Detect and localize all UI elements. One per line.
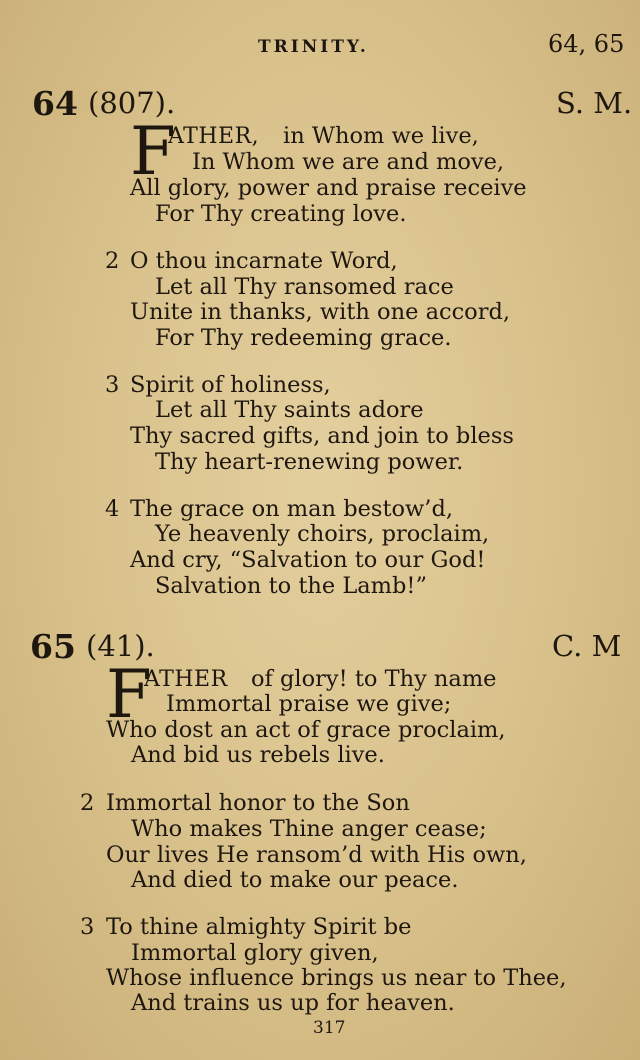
- verse-line: in Whom we live,: [283, 123, 479, 149]
- verse-line: Spirit of holiness,: [130, 372, 331, 398]
- stanza-number: 4: [105, 496, 120, 522]
- verse-line: All glory, power and praise receive: [130, 175, 527, 201]
- stanza-number: 3: [80, 914, 95, 940]
- verse-line: And bid us rebels live.: [131, 742, 385, 768]
- first-word: ATHER,: [168, 124, 260, 149]
- verse-line: Ye heavenly choirs, proclaim,: [155, 521, 490, 547]
- verse-line: O thou incarnate Word,: [130, 248, 398, 274]
- hymn-number: 65: [30, 627, 76, 666]
- verse-line: Let all Thy saints adore: [155, 397, 424, 423]
- first-word: ATHER: [144, 667, 228, 692]
- drop-cap: F: [130, 113, 176, 190]
- verse-line: Immortal honor to the Son: [106, 790, 410, 816]
- verse-line: Let all Thy ransomed race: [155, 274, 454, 300]
- verse-line: For Thy redeeming grace.: [155, 325, 452, 351]
- verse-line: Salvation to the Lamb!”: [155, 573, 427, 599]
- verse-line: Whose influence brings us near to Thee,: [106, 965, 567, 991]
- verse-line: For Thy creating love.: [155, 201, 407, 227]
- verse-line: Thy sacred gifts, and join to bless: [130, 423, 514, 449]
- hymn-meter: S. M.: [556, 86, 633, 120]
- hymn-number: 64: [32, 84, 78, 123]
- verse-line: In Whom we are and move,: [192, 149, 505, 175]
- verse-line: The grace on man bestow’d,: [130, 496, 454, 522]
- stanza-number: 2: [105, 248, 120, 274]
- verse-line: of glory! to Thy name: [251, 666, 497, 692]
- stanza-number: 3: [105, 372, 120, 398]
- hymn-source: (41).: [86, 629, 155, 663]
- verse-line: Who makes Thine anger cease;: [131, 816, 487, 842]
- page-numbers: 64, 65: [548, 30, 625, 58]
- verse-line: Immortal praise we give;: [166, 691, 452, 717]
- verse-line: Immortal glory given,: [131, 940, 379, 966]
- verse-line: Our lives He ransom’d with His own,: [106, 842, 527, 868]
- verse-line: And trains us up for heaven.: [131, 990, 455, 1016]
- stanza-number: 2: [80, 790, 95, 816]
- drop-cap: F: [106, 656, 152, 733]
- verse-line: To thine almighty Spirit be: [106, 914, 412, 940]
- verse-line: And died to make our peace.: [131, 867, 459, 893]
- folio-number: 317: [313, 1018, 346, 1038]
- verse-line: And cry, “Salvation to our God!: [130, 547, 486, 573]
- hymn-source: (807).: [88, 86, 176, 120]
- verse-line: Thy heart-renewing power.: [155, 449, 464, 475]
- verse-line: Unite in thanks, with one accord,: [130, 299, 511, 325]
- running-title: TRINITY.: [258, 37, 369, 57]
- verse-line: Who dost an act of grace proclaim,: [106, 717, 506, 743]
- hymn-meter: C. M: [552, 629, 622, 663]
